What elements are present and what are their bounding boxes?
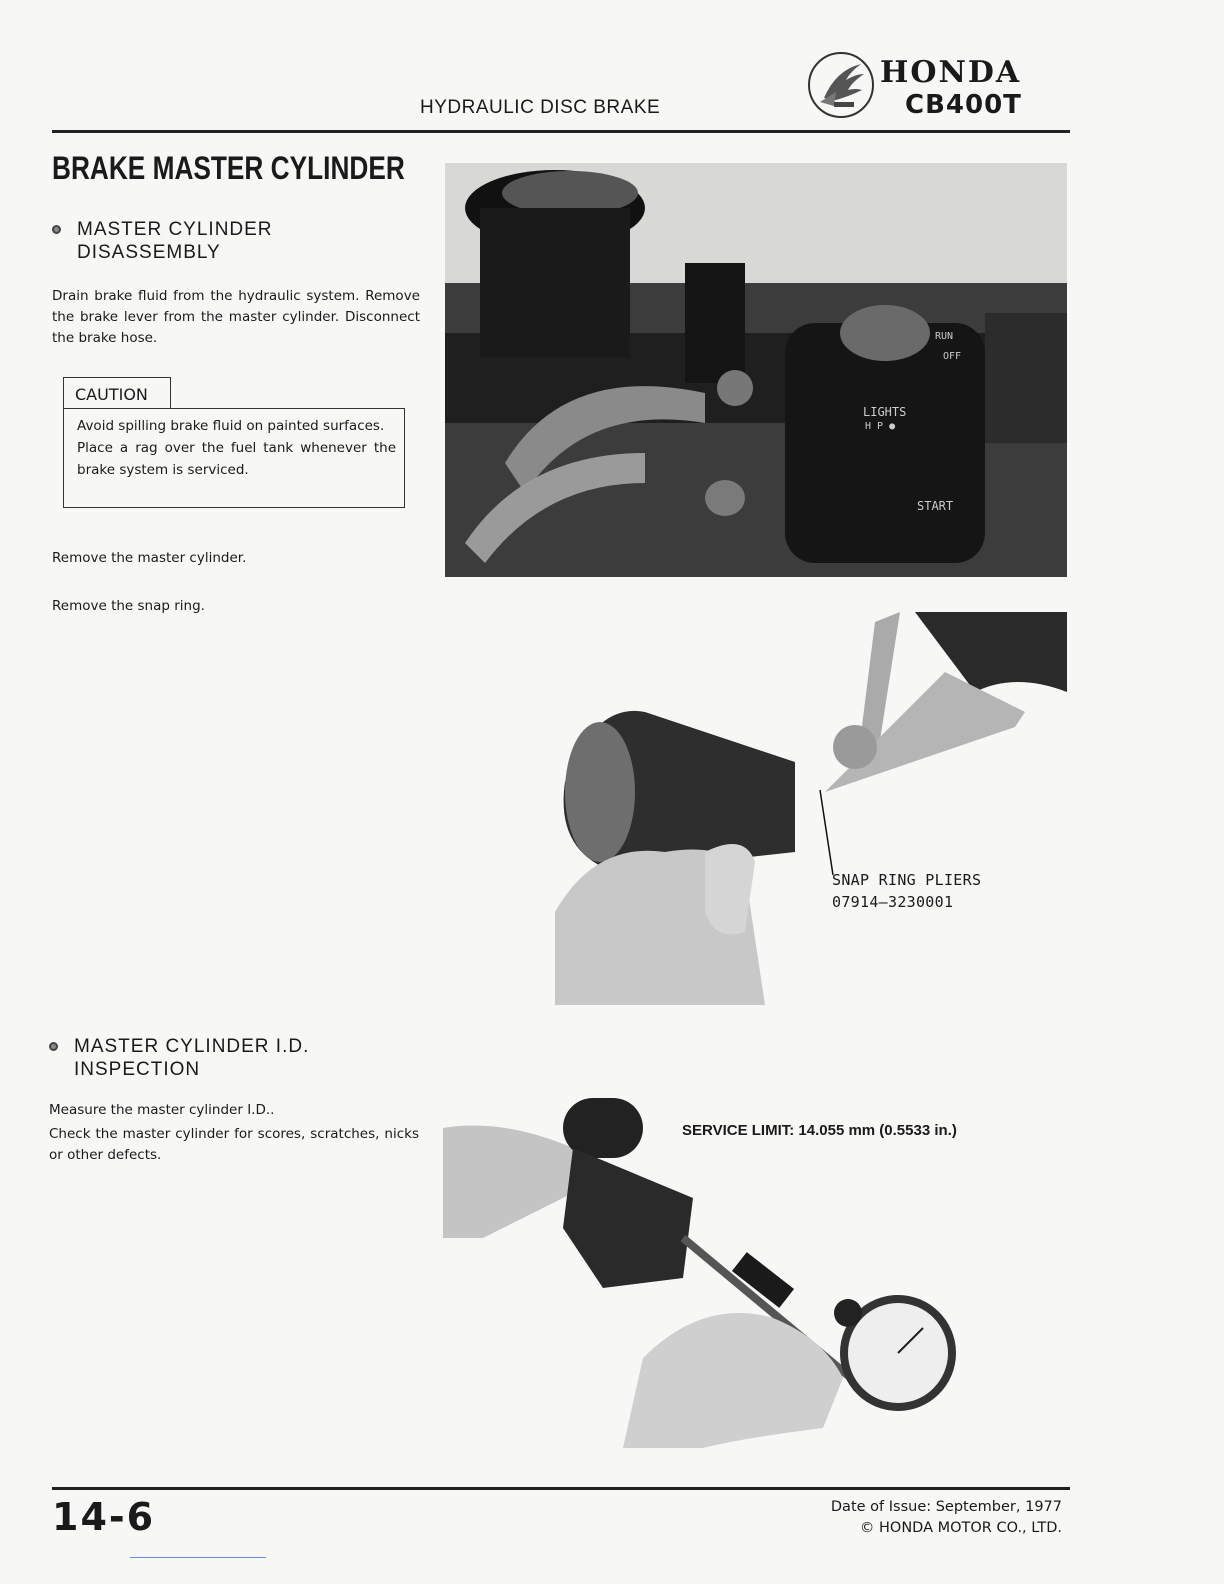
switch-run-label: RUN [935, 331, 954, 342]
bullet-icon [49, 1042, 58, 1051]
disassembly-heading-line1: MASTER CYLINDER [77, 219, 273, 240]
tool-name-label: SNAP RING PLIERS [832, 871, 982, 889]
service-limit: SERVICE LIMIT: 14.055 mm (0.5533 in.) [682, 1122, 957, 1139]
inspection-line-2: Check the master cylinder for scores, scratches, nicks or other defects. [49, 1126, 419, 1163]
photo-handlebar-master-cylinder [445, 163, 1067, 577]
start-button-label: START [917, 499, 954, 513]
step-remove-snap-ring: Remove the snap ring. [52, 598, 205, 614]
lights-positions-label: H P ● [865, 421, 896, 432]
header-rule [52, 130, 1070, 133]
inspection-heading [49, 1035, 374, 1081]
snap-ring-illustration [555, 612, 1067, 1005]
inspection-heading-line2: INSPECTION [74, 1059, 201, 1080]
scan-artifact-line [130, 1557, 266, 1558]
switch-off-label: OFF [943, 351, 962, 362]
disassembly-heading [52, 218, 377, 264]
caution-box [63, 408, 405, 508]
section-header: HYDRAULIC DISC BRAKE [420, 97, 661, 118]
disassembly-heading-line2: DISASSEMBLY [77, 242, 221, 263]
page-number: 14-6 [52, 1495, 156, 1539]
photo-snap-ring-removal [555, 612, 1067, 1005]
page-title: BRAKE MASTER CYLINDER [52, 150, 405, 186]
disassembly-paragraph: Drain brake fluid from the hydraulic system. Remove the brake lever from the master cylinder. Disconnect the brake hose. [52, 288, 420, 346]
caution-label: CAUTION [63, 377, 171, 409]
measurement-illustration [443, 1088, 973, 1448]
issue-date: Date of Issue: September, 1977 [830, 1499, 1062, 1515]
tool-number-label: 07914–3230001 [832, 893, 954, 911]
footer-rule [52, 1487, 1070, 1490]
photo-cylinder-measurement [443, 1088, 973, 1448]
honda-wing-logo [806, 50, 876, 120]
handlebar-illustration [445, 163, 1067, 577]
inspection-line-1: Measure the master cylinder I.D.. [49, 1102, 275, 1118]
pliers-leader-line [818, 790, 838, 880]
caution-line-2: Place a rag over the fuel tank whenever the brake system is serviced. [77, 440, 396, 478]
lights-switch-label: LIGHTS [863, 405, 907, 419]
bullet-icon [52, 225, 61, 234]
step-remove-master-cylinder: Remove the master cylinder. [52, 550, 247, 566]
model-name: CB400T [905, 90, 1022, 120]
issue-info [810, 1497, 1062, 1539]
brand-name: HONDA [880, 55, 1022, 90]
copyright: © HONDA MOTOR CO., LTD. [859, 1520, 1062, 1536]
caution-line-1: Avoid spilling brake fluid on painted surfaces. [77, 418, 385, 434]
inspection-heading-line1: MASTER CYLINDER I.D. [74, 1036, 310, 1057]
